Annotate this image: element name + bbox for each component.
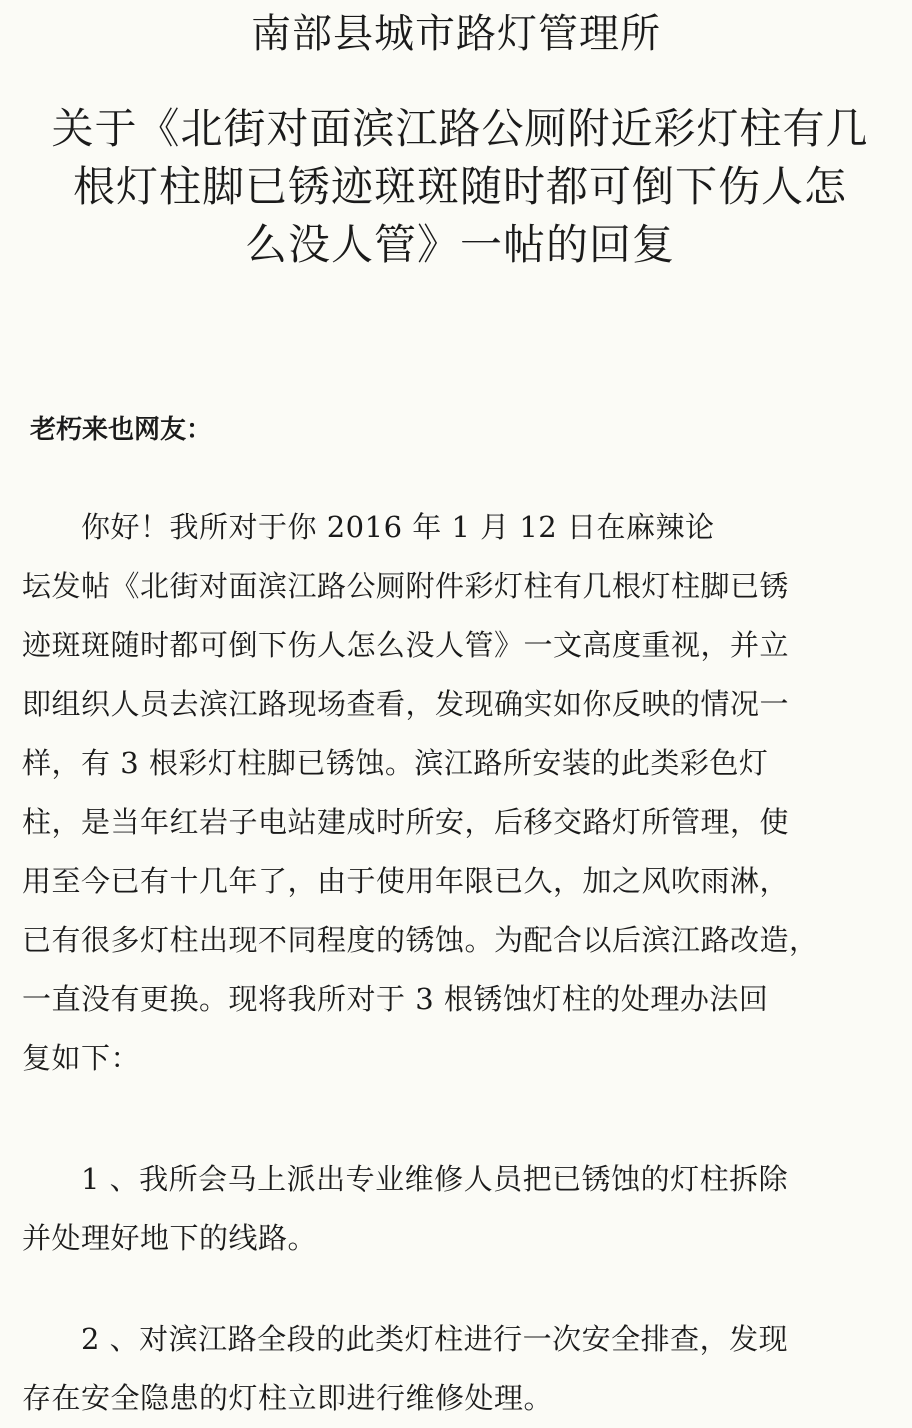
paragraph-item-1 <box>22 1150 890 1268</box>
paragraph-line: 坛发帖《北街对面滨江路公厕附件彩灯柱有几根灯柱脚已锈 <box>22 569 790 603</box>
paragraph-line: 样，有 3 根彩灯柱脚已锈蚀。滨江路所安装的此类彩色灯 <box>22 746 769 780</box>
paragraph-line: 存在安全隐患的灯柱立即进行维修处理。 <box>22 1381 554 1415</box>
organization-name: 南部县城市路灯管理所 <box>251 11 661 57</box>
title-line-2: 根灯柱脚已锈迹斑斑随时都可倒下伤人怎 <box>72 162 847 211</box>
document-title <box>30 100 890 274</box>
paragraph-intro <box>22 498 890 1088</box>
salutation: 老朽来也网友： <box>30 415 213 445</box>
paragraph-line: 2 、对滨江路全段的此类灯柱进行一次安全排查，发现 <box>22 1322 789 1356</box>
paragraph-line: 1 、我所会马上派出专业维修人员把已锈蚀的灯柱拆除 <box>22 1162 789 1196</box>
paragraph-item-2 <box>22 1310 890 1428</box>
paragraph-line: 迹斑斑随时都可倒下伤人怎么没人管》一文高度重视，并立 <box>22 628 790 662</box>
paragraph-line: 已有很多灯柱出现不同程度的锈蚀。为配合以后滨江路改造， <box>22 923 819 957</box>
paragraph-line: 复如下： <box>22 1041 141 1075</box>
paragraph-line: 柱，是当年红岩子电站建成时所安，后移交路灯所管理，使 <box>22 805 790 839</box>
paragraph-line: 一直没有更换。现将我所对于 3 根锈蚀灯柱的处理办法回 <box>22 982 769 1016</box>
title-line-3: 么没人管》一帖的回复 <box>244 220 675 269</box>
paragraph-line: 你好！我所对于你 2016 年 1 月 12 日在麻辣论 <box>22 510 715 544</box>
paragraph-line: 即组织人员去滨江路现场查看，发现确实如你反映的情况一 <box>22 687 790 721</box>
title-line-1: 关于《北街对面滨江路公厕附近彩灯柱有几 <box>51 104 869 153</box>
paragraph-line: 并处理好地下的线路。 <box>22 1221 318 1255</box>
paragraph-line: 用至今已有十几年了，由于使用年限已久，加之风吹雨淋， <box>22 864 790 898</box>
